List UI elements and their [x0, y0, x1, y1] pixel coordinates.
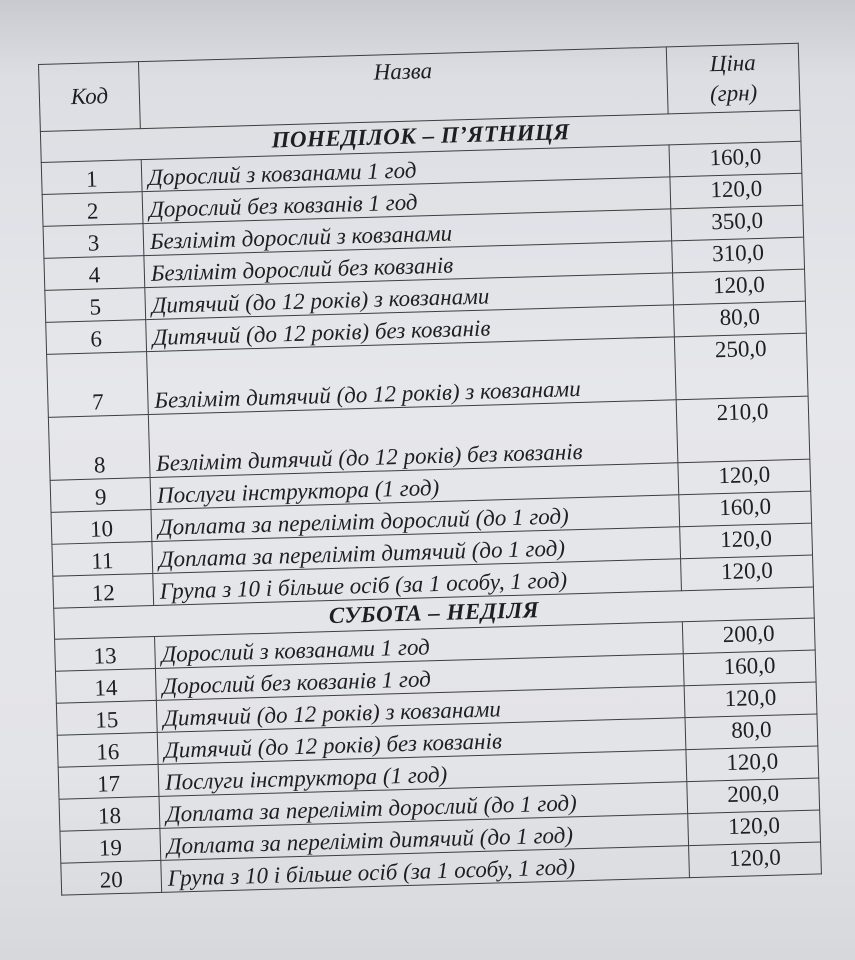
- row-code: 6: [46, 320, 147, 355]
- row-price: 80,0: [673, 301, 806, 337]
- row-price: 120,0: [680, 523, 813, 559]
- row-name: Безліміт дитячий (до 12 років) з ковзанами: [147, 337, 677, 415]
- row-price: 200,0: [682, 618, 815, 654]
- row-price: 160,0: [669, 141, 802, 177]
- row-price: 120,0: [688, 810, 821, 846]
- row-code: 14: [55, 668, 156, 703]
- code-column-header: Код: [39, 62, 141, 132]
- price-header-line2: (грн): [709, 79, 758, 107]
- row-price: 200,0: [687, 778, 820, 814]
- price-list-sheet: [38, 43, 821, 896]
- row-code: 4: [44, 256, 145, 291]
- section-title: ПОНЕДІЛОК – П’ЯТНИЦЯ: [40, 110, 801, 162]
- row-name: Дорослий з ковзанами 1 год: [155, 622, 684, 669]
- row-name: Доплата за переліміт дорослий (до 1 год): [159, 782, 688, 829]
- row-name: Дорослий з ковзанами 1 год: [141, 145, 670, 192]
- row-code: 9: [50, 478, 151, 513]
- row-price: 120,0: [684, 682, 817, 718]
- row-name: Послуги інструктора (1 год): [150, 463, 679, 510]
- row-price: 120,0: [686, 746, 819, 782]
- row-price: 210,0: [676, 396, 810, 463]
- name-column-header: Назва: [138, 47, 668, 129]
- row-code: 3: [43, 224, 144, 259]
- row-name: Дорослий без ковзанів 1 год: [142, 177, 671, 224]
- row-name: Дитячий (до 12 років) з ковзанами: [156, 686, 685, 733]
- row-code: 16: [57, 732, 158, 767]
- row-name: Група з 10 і більше осіб (за 1 особу, 1 год): [153, 559, 682, 606]
- row-name: Безліміт дорослий з ковзанами: [143, 209, 672, 256]
- table-body: [40, 110, 821, 895]
- row-price: 310,0: [672, 237, 805, 273]
- row-code: 8: [48, 415, 150, 481]
- row-price: 350,0: [671, 205, 804, 241]
- price-table: [38, 43, 822, 896]
- row-price: 160,0: [683, 650, 816, 686]
- row-code: 19: [60, 828, 161, 863]
- row-price: 120,0: [681, 555, 814, 591]
- row-code: 18: [59, 796, 160, 831]
- row-code: 7: [47, 352, 149, 418]
- row-code: 15: [56, 700, 157, 735]
- row-name: Доплата за переліміт дитячий (до 1 год): [160, 814, 689, 861]
- row-price: 120,0: [678, 459, 811, 495]
- row-name: Послуги інструктора (1 год): [158, 750, 687, 797]
- row-name: Доплата за переліміт дорослий (до 1 год): [151, 495, 680, 542]
- row-price: 120,0: [670, 173, 803, 209]
- price-header-line1: Ціна: [709, 49, 757, 77]
- row-name: Доплата за переліміт дитячий (до 1 год): [152, 527, 681, 574]
- row-code: 13: [55, 636, 156, 671]
- row-price: 120,0: [673, 269, 806, 305]
- row-price: 250,0: [674, 333, 808, 400]
- row-code: 20: [61, 860, 162, 895]
- row-code: 5: [45, 288, 146, 323]
- row-code: 11: [52, 542, 153, 577]
- row-code: 17: [58, 764, 159, 799]
- row-code: 10: [51, 510, 152, 545]
- row-name: Безліміт дорослий без ковзанів: [144, 241, 673, 288]
- row-name: Безліміт дитячий (до 12 років) без ковзанів: [148, 400, 678, 478]
- row-price: 80,0: [685, 714, 818, 750]
- row-name: Група з 10 і більше осіб (за 1 особу, 1 год): [161, 846, 690, 893]
- section-title: СУБОТА – НЕДІЛЯ: [54, 587, 815, 639]
- row-code: 2: [42, 192, 143, 227]
- row-price: 160,0: [679, 491, 812, 527]
- row-price: 120,0: [689, 842, 822, 878]
- price-column-header: [666, 43, 800, 114]
- row-name: Дитячий (до 12 років) з ковзанами: [145, 273, 674, 320]
- row-name: Дитячий (до 12 років) без ковзанів: [146, 305, 675, 352]
- row-code: 12: [53, 573, 154, 608]
- row-name: Дитячий (до 12 років) без ковзанів: [157, 718, 686, 765]
- row-code: 1: [41, 160, 142, 195]
- row-name: Дорослий без ковзанів 1 год: [155, 654, 684, 701]
